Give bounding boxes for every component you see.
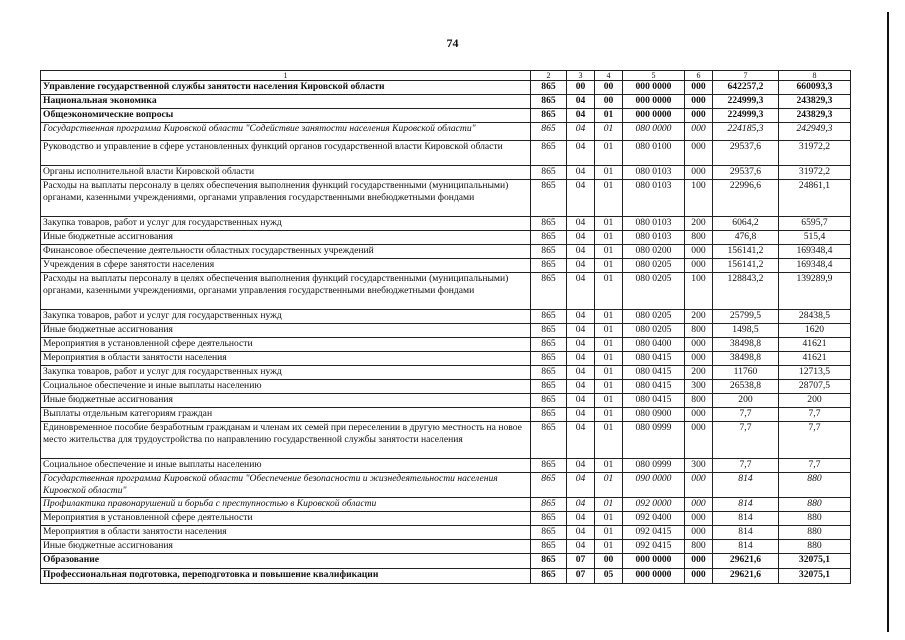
row-name: Расходы на выплаты персоналу в целях обеспечения выполнения функций государственными (муниципальными) органами, казенными учреждениями, органами управления государственными внебюджетными фондами <box>41 180 531 217</box>
table-row <box>41 217 851 231</box>
row-expense-type: 800 <box>685 231 713 245</box>
row-section: 04 <box>567 217 595 231</box>
column-number-cell: 7 <box>713 71 779 81</box>
row-amount-year2: 32075,1 <box>779 569 851 584</box>
row-target-item: 080 0000 <box>623 123 685 141</box>
row-amount-year2: 515,4 <box>779 231 851 245</box>
table-row <box>41 366 851 380</box>
column-number-cell: 4 <box>595 71 623 81</box>
row-amount-year2: 880 <box>779 473 851 498</box>
table-row <box>41 394 851 408</box>
row-expense-type: 000 <box>685 166 713 180</box>
row-ministry-code: 865 <box>531 569 567 584</box>
row-section: 04 <box>567 459 595 473</box>
row-ministry-code: 865 <box>531 231 567 245</box>
row-name: Закупка товаров, работ и услуг для государственных нужд <box>41 366 531 380</box>
row-ministry-code: 865 <box>531 554 567 569</box>
row-amount-year2: 1620 <box>779 324 851 338</box>
table-row <box>41 245 851 259</box>
table-row <box>41 498 851 512</box>
row-amount-year2: 880 <box>779 512 851 526</box>
column-number-row <box>41 71 851 81</box>
row-subsection: 01 <box>595 408 623 422</box>
row-subsection: 01 <box>595 259 623 273</box>
row-ministry-code: 865 <box>531 180 567 217</box>
row-section: 00 <box>567 81 595 95</box>
table-row <box>41 554 851 569</box>
row-section: 04 <box>567 512 595 526</box>
row-amount-year2: 243829,3 <box>779 95 851 109</box>
row-amount-year2: 880 <box>779 526 851 540</box>
column-number-cell: 6 <box>685 71 713 81</box>
row-amount-year2: 28707,5 <box>779 380 851 394</box>
row-name: Общеэкономические вопросы <box>41 109 531 123</box>
row-name: Национальная экономика <box>41 95 531 109</box>
row-section: 04 <box>567 526 595 540</box>
row-expense-type: 000 <box>685 338 713 352</box>
row-ministry-code: 865 <box>531 380 567 394</box>
column-number-cell: 1 <box>41 71 531 81</box>
row-amount-year2: 28438,5 <box>779 310 851 324</box>
row-subsection: 01 <box>595 380 623 394</box>
row-name: Учреждения в сфере занятости населения <box>41 259 531 273</box>
page-edge-rule <box>887 12 889 632</box>
row-subsection: 01 <box>595 109 623 123</box>
row-amount-year1: 25799,5 <box>713 310 779 324</box>
row-target-item: 080 0900 <box>623 408 685 422</box>
row-target-item: 080 0103 <box>623 180 685 217</box>
row-expense-type: 100 <box>685 180 713 217</box>
row-section: 04 <box>567 245 595 259</box>
table-row <box>41 324 851 338</box>
row-ministry-code: 865 <box>531 512 567 526</box>
table-row <box>41 259 851 273</box>
row-section: 04 <box>567 422 595 459</box>
row-name: Социальное обеспечение и иные выплаты населению <box>41 380 531 394</box>
row-amount-year1: 814 <box>713 540 779 554</box>
table-row <box>41 473 851 498</box>
row-target-item: 080 0999 <box>623 459 685 473</box>
table-row <box>41 352 851 366</box>
row-target-item: 092 0400 <box>623 512 685 526</box>
row-amount-year2: 880 <box>779 498 851 512</box>
table-row <box>41 81 851 95</box>
row-target-item: 080 0103 <box>623 166 685 180</box>
row-amount-year2: 31972,2 <box>779 166 851 180</box>
row-expense-type: 000 <box>685 352 713 366</box>
row-subsection: 01 <box>595 526 623 540</box>
row-target-item: 080 0415 <box>623 394 685 408</box>
row-name: Мероприятия в области занятости населения <box>41 352 531 366</box>
row-name: Руководство и управление в сфере установленных функций органов государственной власти Кировской области <box>41 141 531 166</box>
table-row <box>41 380 851 394</box>
budget-table <box>40 70 851 584</box>
row-subsection: 00 <box>595 95 623 109</box>
row-amount-year2: 7,7 <box>779 459 851 473</box>
row-subsection: 01 <box>595 366 623 380</box>
row-target-item: 000 0000 <box>623 109 685 123</box>
row-amount-year1: 156141,2 <box>713 245 779 259</box>
table-row <box>41 569 851 584</box>
row-name: Иные бюджетные ассигнования <box>41 324 531 338</box>
row-amount-year2: 169348,4 <box>779 245 851 259</box>
row-name: Финансовое обеспечение деятельности областных государственных учреждений <box>41 245 531 259</box>
row-ministry-code: 865 <box>531 109 567 123</box>
table-row <box>41 109 851 123</box>
table-row <box>41 95 851 109</box>
row-section: 04 <box>567 259 595 273</box>
row-amount-year2: 7,7 <box>779 408 851 422</box>
row-amount-year2: 660093,3 <box>779 81 851 95</box>
row-expense-type: 300 <box>685 380 713 394</box>
row-expense-type: 000 <box>685 95 713 109</box>
row-name: Мероприятия в установленной сфере деятельности <box>41 512 531 526</box>
row-amount-year1: 6064,2 <box>713 217 779 231</box>
column-number-cell: 3 <box>567 71 595 81</box>
row-name: Мероприятия в установленной сфере деятельности <box>41 338 531 352</box>
row-target-item: 080 0205 <box>623 273 685 310</box>
row-name: Государственная программа Кировской области "Содействие занятости населения Кировской области" <box>41 123 531 141</box>
row-amount-year1: 642257,2 <box>713 81 779 95</box>
row-name: Профилактика правонарушений и борьба с преступностью в Кировской области <box>41 498 531 512</box>
row-amount-year1: 38498,8 <box>713 338 779 352</box>
row-section: 04 <box>567 180 595 217</box>
row-expense-type: 200 <box>685 366 713 380</box>
row-section: 04 <box>567 394 595 408</box>
row-amount-year2: 243829,3 <box>779 109 851 123</box>
row-amount-year2: 24861,1 <box>779 180 851 217</box>
row-subsection: 01 <box>595 338 623 352</box>
table-row <box>41 526 851 540</box>
row-name: Образование <box>41 554 531 569</box>
row-subsection: 05 <box>595 569 623 584</box>
row-name: Социальное обеспечение и иные выплаты населению <box>41 459 531 473</box>
row-ministry-code: 865 <box>531 217 567 231</box>
row-subsection: 01 <box>595 422 623 459</box>
row-amount-year1: 7,7 <box>713 459 779 473</box>
row-subsection: 01 <box>595 459 623 473</box>
row-expense-type: 800 <box>685 394 713 408</box>
row-amount-year2: 41621 <box>779 338 851 352</box>
row-name: Органы исполнительной власти Кировской области <box>41 166 531 180</box>
row-amount-year1: 26538,8 <box>713 380 779 394</box>
column-number-cell: 2 <box>531 71 567 81</box>
row-target-item: 080 0103 <box>623 217 685 231</box>
row-target-item: 090 0000 <box>623 473 685 498</box>
row-section: 04 <box>567 366 595 380</box>
row-ministry-code: 865 <box>531 394 567 408</box>
row-subsection: 01 <box>595 166 623 180</box>
row-ministry-code: 865 <box>531 310 567 324</box>
row-subsection: 00 <box>595 554 623 569</box>
row-name: Закупка товаров, работ и услуг для государственных нужд <box>41 217 531 231</box>
table-row <box>41 512 851 526</box>
row-expense-type: 000 <box>685 408 713 422</box>
row-expense-type: 300 <box>685 459 713 473</box>
row-amount-year1: 1498,5 <box>713 324 779 338</box>
table-row <box>41 123 851 141</box>
row-ministry-code: 865 <box>531 459 567 473</box>
row-section: 04 <box>567 380 595 394</box>
row-section: 04 <box>567 352 595 366</box>
row-name: Управление государственной службы занятости населения Кировской области <box>41 81 531 95</box>
row-ministry-code: 865 <box>531 422 567 459</box>
row-expense-type: 000 <box>685 123 713 141</box>
table-row <box>41 540 851 554</box>
row-target-item: 092 0415 <box>623 540 685 554</box>
row-section: 04 <box>567 273 595 310</box>
row-section: 07 <box>567 569 595 584</box>
row-ministry-code: 865 <box>531 259 567 273</box>
row-amount-year2: 41621 <box>779 352 851 366</box>
row-expense-type: 800 <box>685 324 713 338</box>
row-name: Государственная программа Кировской области "Обеспечение безопасности и жизнедеятельности населения Кировской области" <box>41 473 531 498</box>
row-ministry-code: 865 <box>531 81 567 95</box>
row-amount-year1: 224999,3 <box>713 109 779 123</box>
table-row <box>41 310 851 324</box>
row-amount-year2: 12713,5 <box>779 366 851 380</box>
row-target-item: 092 0000 <box>623 498 685 512</box>
row-section: 04 <box>567 141 595 166</box>
row-target-item: 080 0100 <box>623 141 685 166</box>
row-name: Выплаты отдельным категориям граждан <box>41 408 531 422</box>
row-section: 04 <box>567 310 595 324</box>
row-target-item: 080 0415 <box>623 366 685 380</box>
row-target-item: 080 0415 <box>623 352 685 366</box>
row-expense-type: 100 <box>685 273 713 310</box>
row-amount-year1: 11760 <box>713 366 779 380</box>
table-row <box>41 338 851 352</box>
table-row <box>41 180 851 217</box>
row-section: 04 <box>567 408 595 422</box>
row-subsection: 01 <box>595 394 623 408</box>
row-section: 04 <box>567 473 595 498</box>
table-row <box>41 459 851 473</box>
table-row <box>41 273 851 310</box>
row-amount-year1: 200 <box>713 394 779 408</box>
row-subsection: 01 <box>595 540 623 554</box>
row-subsection: 01 <box>595 324 623 338</box>
row-target-item: 092 0415 <box>623 526 685 540</box>
row-section: 04 <box>567 231 595 245</box>
column-number-cell: 8 <box>779 71 851 81</box>
row-expense-type: 000 <box>685 141 713 166</box>
row-subsection: 01 <box>595 473 623 498</box>
row-ministry-code: 865 <box>531 526 567 540</box>
row-amount-year1: 128843,2 <box>713 273 779 310</box>
row-ministry-code: 865 <box>531 123 567 141</box>
row-amount-year1: 7,7 <box>713 422 779 459</box>
row-target-item: 000 0000 <box>623 95 685 109</box>
row-expense-type: 000 <box>685 526 713 540</box>
row-target-item: 000 0000 <box>623 81 685 95</box>
row-target-item: 080 0205 <box>623 324 685 338</box>
row-amount-year1: 29537,6 <box>713 166 779 180</box>
row-expense-type: 000 <box>685 245 713 259</box>
row-expense-type: 000 <box>685 259 713 273</box>
row-ministry-code: 865 <box>531 166 567 180</box>
table-row <box>41 422 851 459</box>
table-row <box>41 166 851 180</box>
row-amount-year1: 22996,6 <box>713 180 779 217</box>
row-ministry-code: 865 <box>531 324 567 338</box>
row-ministry-code: 865 <box>531 473 567 498</box>
row-amount-year1: 29537,6 <box>713 141 779 166</box>
row-name: Расходы на выплаты персоналу в целях обеспечения выполнения функций государственными (муниципальными) органами, казенными учреждениями, органами управления государственными внебюджетными фондами <box>41 273 531 310</box>
row-section: 04 <box>567 109 595 123</box>
row-amount-year2: 880 <box>779 540 851 554</box>
row-subsection: 01 <box>595 245 623 259</box>
row-expense-type: 000 <box>685 109 713 123</box>
row-target-item: 080 0200 <box>623 245 685 259</box>
row-target-item: 080 0400 <box>623 338 685 352</box>
row-expense-type: 000 <box>685 81 713 95</box>
row-target-item: 080 0103 <box>623 231 685 245</box>
row-expense-type: 000 <box>685 512 713 526</box>
row-subsection: 01 <box>595 180 623 217</box>
row-ministry-code: 865 <box>531 273 567 310</box>
row-name: Иные бюджетные ассигнования <box>41 540 531 554</box>
row-ministry-code: 865 <box>531 540 567 554</box>
row-expense-type: 000 <box>685 569 713 584</box>
row-amount-year1: 38498,8 <box>713 352 779 366</box>
row-amount-year1: 814 <box>713 526 779 540</box>
row-target-item: 000 0000 <box>623 569 685 584</box>
row-section: 04 <box>567 498 595 512</box>
row-amount-year2: 139289,9 <box>779 273 851 310</box>
row-subsection: 00 <box>595 81 623 95</box>
row-name: Иные бюджетные ассигнования <box>41 231 531 245</box>
row-amount-year1: 224999,3 <box>713 95 779 109</box>
row-subsection: 01 <box>595 352 623 366</box>
row-section: 04 <box>567 123 595 141</box>
row-amount-year2: 242949,3 <box>779 123 851 141</box>
row-section: 04 <box>567 338 595 352</box>
row-name: Профессиональная подготовка, переподготовка и повышение квалификации <box>41 569 531 584</box>
row-section: 04 <box>567 95 595 109</box>
row-ministry-code: 865 <box>531 366 567 380</box>
table-row <box>41 231 851 245</box>
table-body <box>41 71 851 584</box>
row-expense-type: 000 <box>685 554 713 569</box>
row-subsection: 01 <box>595 141 623 166</box>
row-expense-type: 000 <box>685 473 713 498</box>
row-target-item: 080 0205 <box>623 310 685 324</box>
row-expense-type: 200 <box>685 310 713 324</box>
row-ministry-code: 865 <box>531 245 567 259</box>
row-subsection: 01 <box>595 123 623 141</box>
row-subsection: 01 <box>595 231 623 245</box>
row-ministry-code: 865 <box>531 95 567 109</box>
row-ministry-code: 865 <box>531 408 567 422</box>
table-row <box>41 408 851 422</box>
row-target-item: 080 0205 <box>623 259 685 273</box>
row-subsection: 01 <box>595 217 623 231</box>
page-number: 74 <box>446 36 459 50</box>
row-name: Мероприятия в области занятости населения <box>41 526 531 540</box>
row-amount-year2: 31972,2 <box>779 141 851 166</box>
row-amount-year2: 6595,7 <box>779 217 851 231</box>
row-subsection: 01 <box>595 310 623 324</box>
row-expense-type: 000 <box>685 422 713 459</box>
row-name: Закупка товаров, работ и услуг для государственных нужд <box>41 310 531 324</box>
row-expense-type: 200 <box>685 217 713 231</box>
row-amount-year1: 814 <box>713 473 779 498</box>
column-number-cell: 5 <box>623 71 685 81</box>
row-target-item: 000 0000 <box>623 554 685 569</box>
row-target-item: 080 0415 <box>623 380 685 394</box>
row-ministry-code: 865 <box>531 338 567 352</box>
row-expense-type: 800 <box>685 540 713 554</box>
row-amount-year2: 200 <box>779 394 851 408</box>
row-ministry-code: 865 <box>531 352 567 366</box>
row-target-item: 080 0999 <box>623 422 685 459</box>
row-name: Единовременное пособие безработным гражданам и членам их семей при переселении в другую местность на новое место жительства для трудоустройства по направлению государственной службы занятости населения <box>41 422 531 459</box>
row-amount-year2: 7,7 <box>779 422 851 459</box>
row-subsection: 01 <box>595 273 623 310</box>
row-amount-year2: 169348,4 <box>779 259 851 273</box>
row-section: 04 <box>567 540 595 554</box>
row-name: Иные бюджетные ассигнования <box>41 394 531 408</box>
row-amount-year1: 156141,2 <box>713 259 779 273</box>
row-subsection: 01 <box>595 498 623 512</box>
row-amount-year1: 29621,6 <box>713 554 779 569</box>
row-amount-year1: 224185,3 <box>713 123 779 141</box>
row-ministry-code: 865 <box>531 498 567 512</box>
table-row <box>41 141 851 166</box>
row-amount-year1: 476,8 <box>713 231 779 245</box>
row-subsection: 01 <box>595 512 623 526</box>
row-amount-year1: 29621,6 <box>713 569 779 584</box>
row-amount-year1: 7,7 <box>713 408 779 422</box>
row-section: 04 <box>567 166 595 180</box>
row-expense-type: 000 <box>685 498 713 512</box>
row-amount-year2: 32075,1 <box>779 554 851 569</box>
row-section: 07 <box>567 554 595 569</box>
row-ministry-code: 865 <box>531 141 567 166</box>
row-section: 04 <box>567 324 595 338</box>
row-amount-year1: 814 <box>713 498 779 512</box>
row-amount-year1: 814 <box>713 512 779 526</box>
